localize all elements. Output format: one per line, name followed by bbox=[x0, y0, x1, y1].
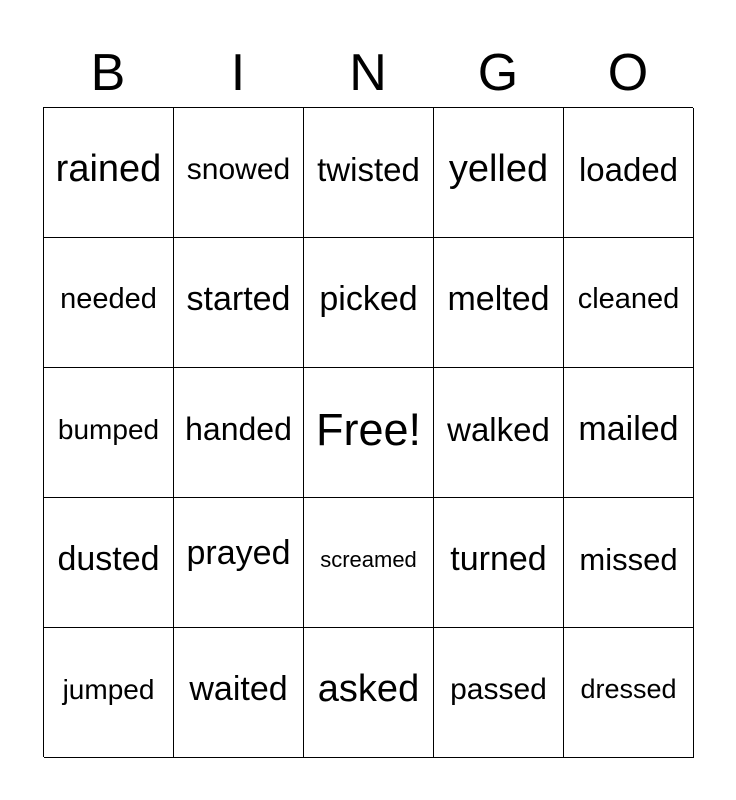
bingo-cell: cleaned bbox=[564, 238, 694, 368]
bingo-cell: melted bbox=[434, 238, 564, 368]
bingo-cell: screamed bbox=[304, 498, 434, 628]
free-space: Free! bbox=[304, 368, 434, 498]
bingo-cell: waited bbox=[174, 628, 304, 758]
bingo-cell: rained bbox=[44, 108, 174, 238]
bingo-cell: handed bbox=[174, 368, 304, 498]
bingo-cell: prayed bbox=[174, 498, 304, 628]
header-letter-b: B bbox=[90, 44, 126, 102]
bingo-cell: passed bbox=[434, 628, 564, 758]
bingo-cell: jumped bbox=[44, 628, 174, 758]
bingo-cell: missed bbox=[564, 498, 694, 628]
bingo-cell: mailed bbox=[564, 368, 694, 498]
bingo-cell: picked bbox=[304, 238, 434, 368]
bingo-cell: needed bbox=[44, 238, 174, 368]
bingo-header bbox=[43, 42, 693, 104]
bingo-cell: started bbox=[174, 238, 304, 368]
bingo-cell: walked bbox=[434, 368, 564, 498]
bingo-board bbox=[43, 107, 693, 757]
bingo-cell: asked bbox=[304, 628, 434, 758]
header-letter-i: I bbox=[230, 44, 246, 102]
bingo-cell: turned bbox=[434, 498, 564, 628]
bingo-cell: snowed bbox=[174, 108, 304, 238]
bingo-cell: twisted bbox=[304, 108, 434, 238]
bingo-cell: dressed bbox=[564, 628, 694, 758]
header-letter-g: G bbox=[477, 44, 519, 102]
header-letter-n: N bbox=[349, 44, 387, 102]
bingo-cell: yelled bbox=[434, 108, 564, 238]
bingo-cell: loaded bbox=[564, 108, 694, 238]
header-letter-o: O bbox=[607, 44, 649, 102]
bingo-cell: dusted bbox=[44, 498, 174, 628]
bingo-cell: bumped bbox=[44, 368, 174, 498]
